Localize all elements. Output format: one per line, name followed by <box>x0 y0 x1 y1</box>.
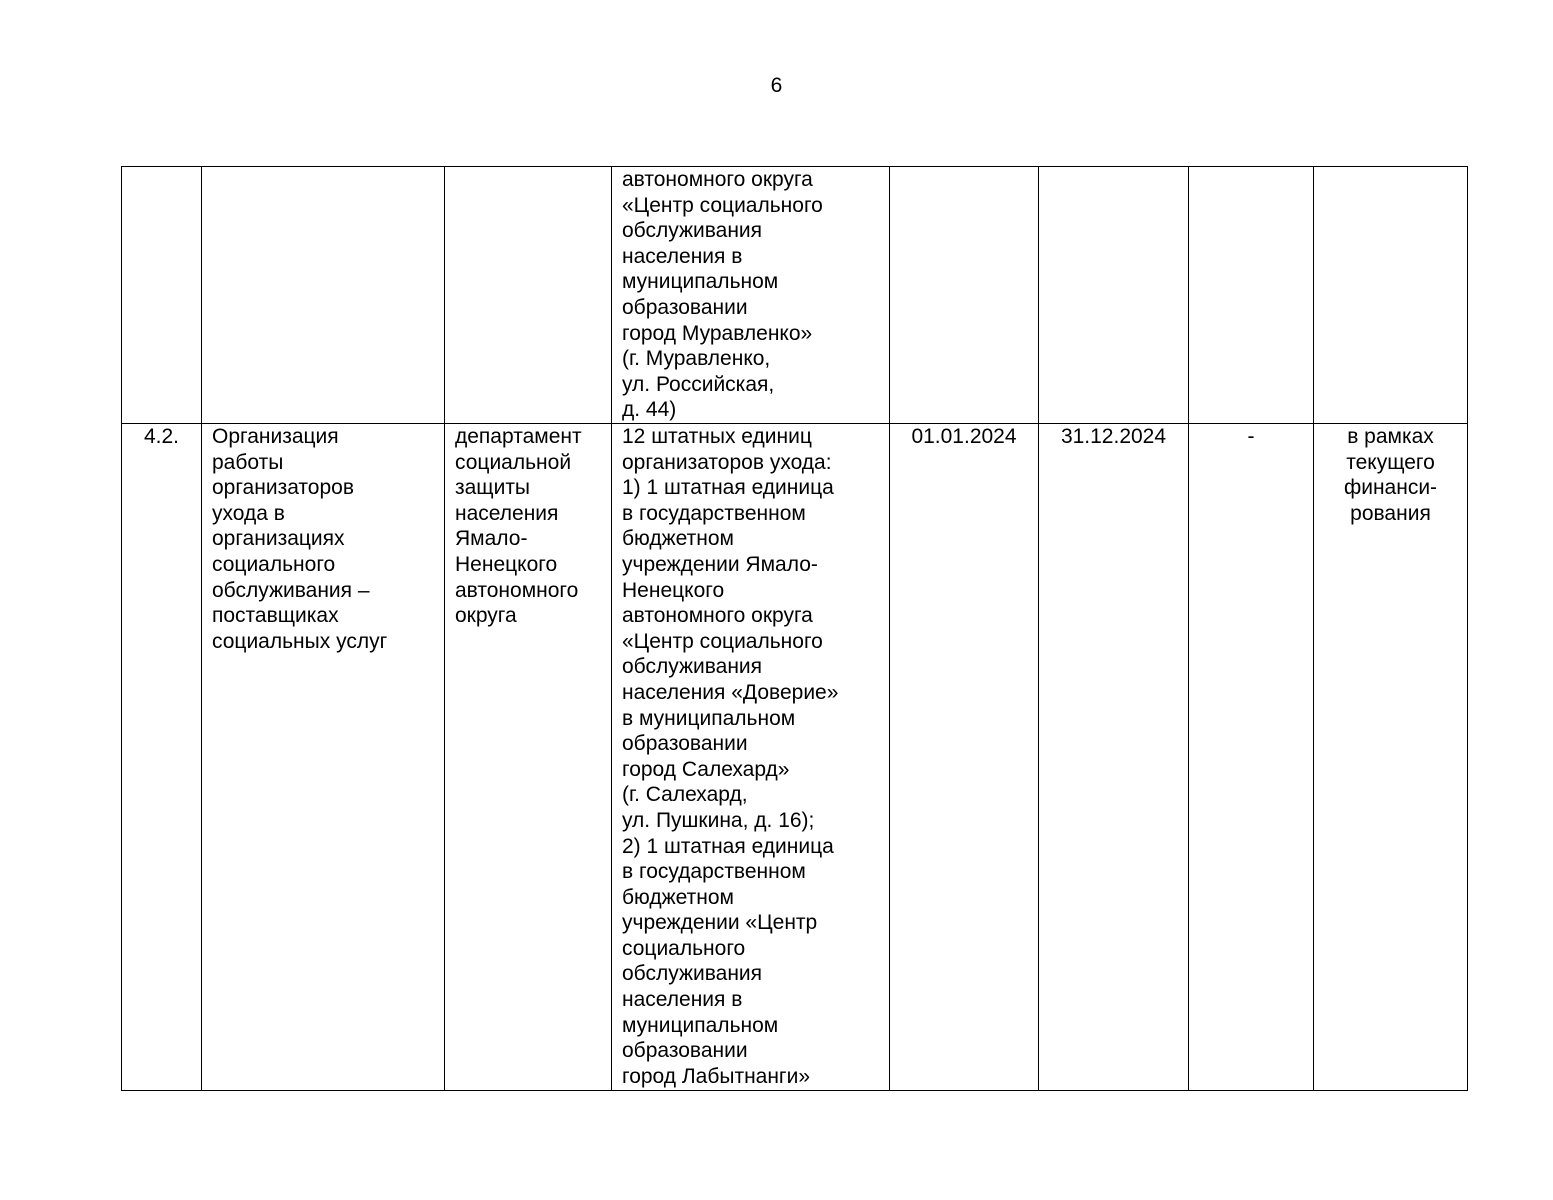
cell-responsible <box>445 167 612 424</box>
cell-number <box>122 167 202 424</box>
cell-start-date: 01.01.2024 <box>890 424 1039 1091</box>
measures-table <box>121 166 1468 1091</box>
cell-responsible: департамент социальной защиты населения Ямало- Ненецкого автономного округа <box>445 424 612 1091</box>
cell-end-date <box>1039 167 1189 424</box>
cell-number: 4.2. <box>122 424 202 1091</box>
cell-description: 12 штатных единиц организаторов ухода: 1) 1 штатная единица в государственном бюджетном учреждении Ямало- Ненецкого автономного округа «Центр социального обслуживания населения «Доверие» в муниципальном образовании город Салехард» (г. Салехард, ул. Пушкина, д. 16); 2) 1 штатная единица в государственном бюджетном учреждении «Центр социального обслуживания населения в муниципальном образовании город Лабытнанги» <box>612 424 890 1091</box>
cell-funding-source: в рамках текущего финанси- рования <box>1314 424 1468 1091</box>
table-row <box>122 424 1468 1091</box>
cell-measure-name: Организация работы организаторов ухода в организациях социального обслуживания – поставщиках социальных услуг <box>202 424 445 1091</box>
cell-start-date <box>890 167 1039 424</box>
table-row <box>122 167 1468 424</box>
cell-description: автономного округа «Центр социального обслуживания населения в муниципальном образовании город Муравленко» (г. Муравленко, ул. Российская, д. 44) <box>612 167 890 424</box>
page-number: 6 <box>770 74 783 97</box>
cell-amount: - <box>1189 424 1314 1091</box>
cell-end-date: 31.12.2024 <box>1039 424 1189 1091</box>
cell-funding-source <box>1314 167 1468 424</box>
cell-measure-name <box>202 167 445 424</box>
cell-amount <box>1189 167 1314 424</box>
